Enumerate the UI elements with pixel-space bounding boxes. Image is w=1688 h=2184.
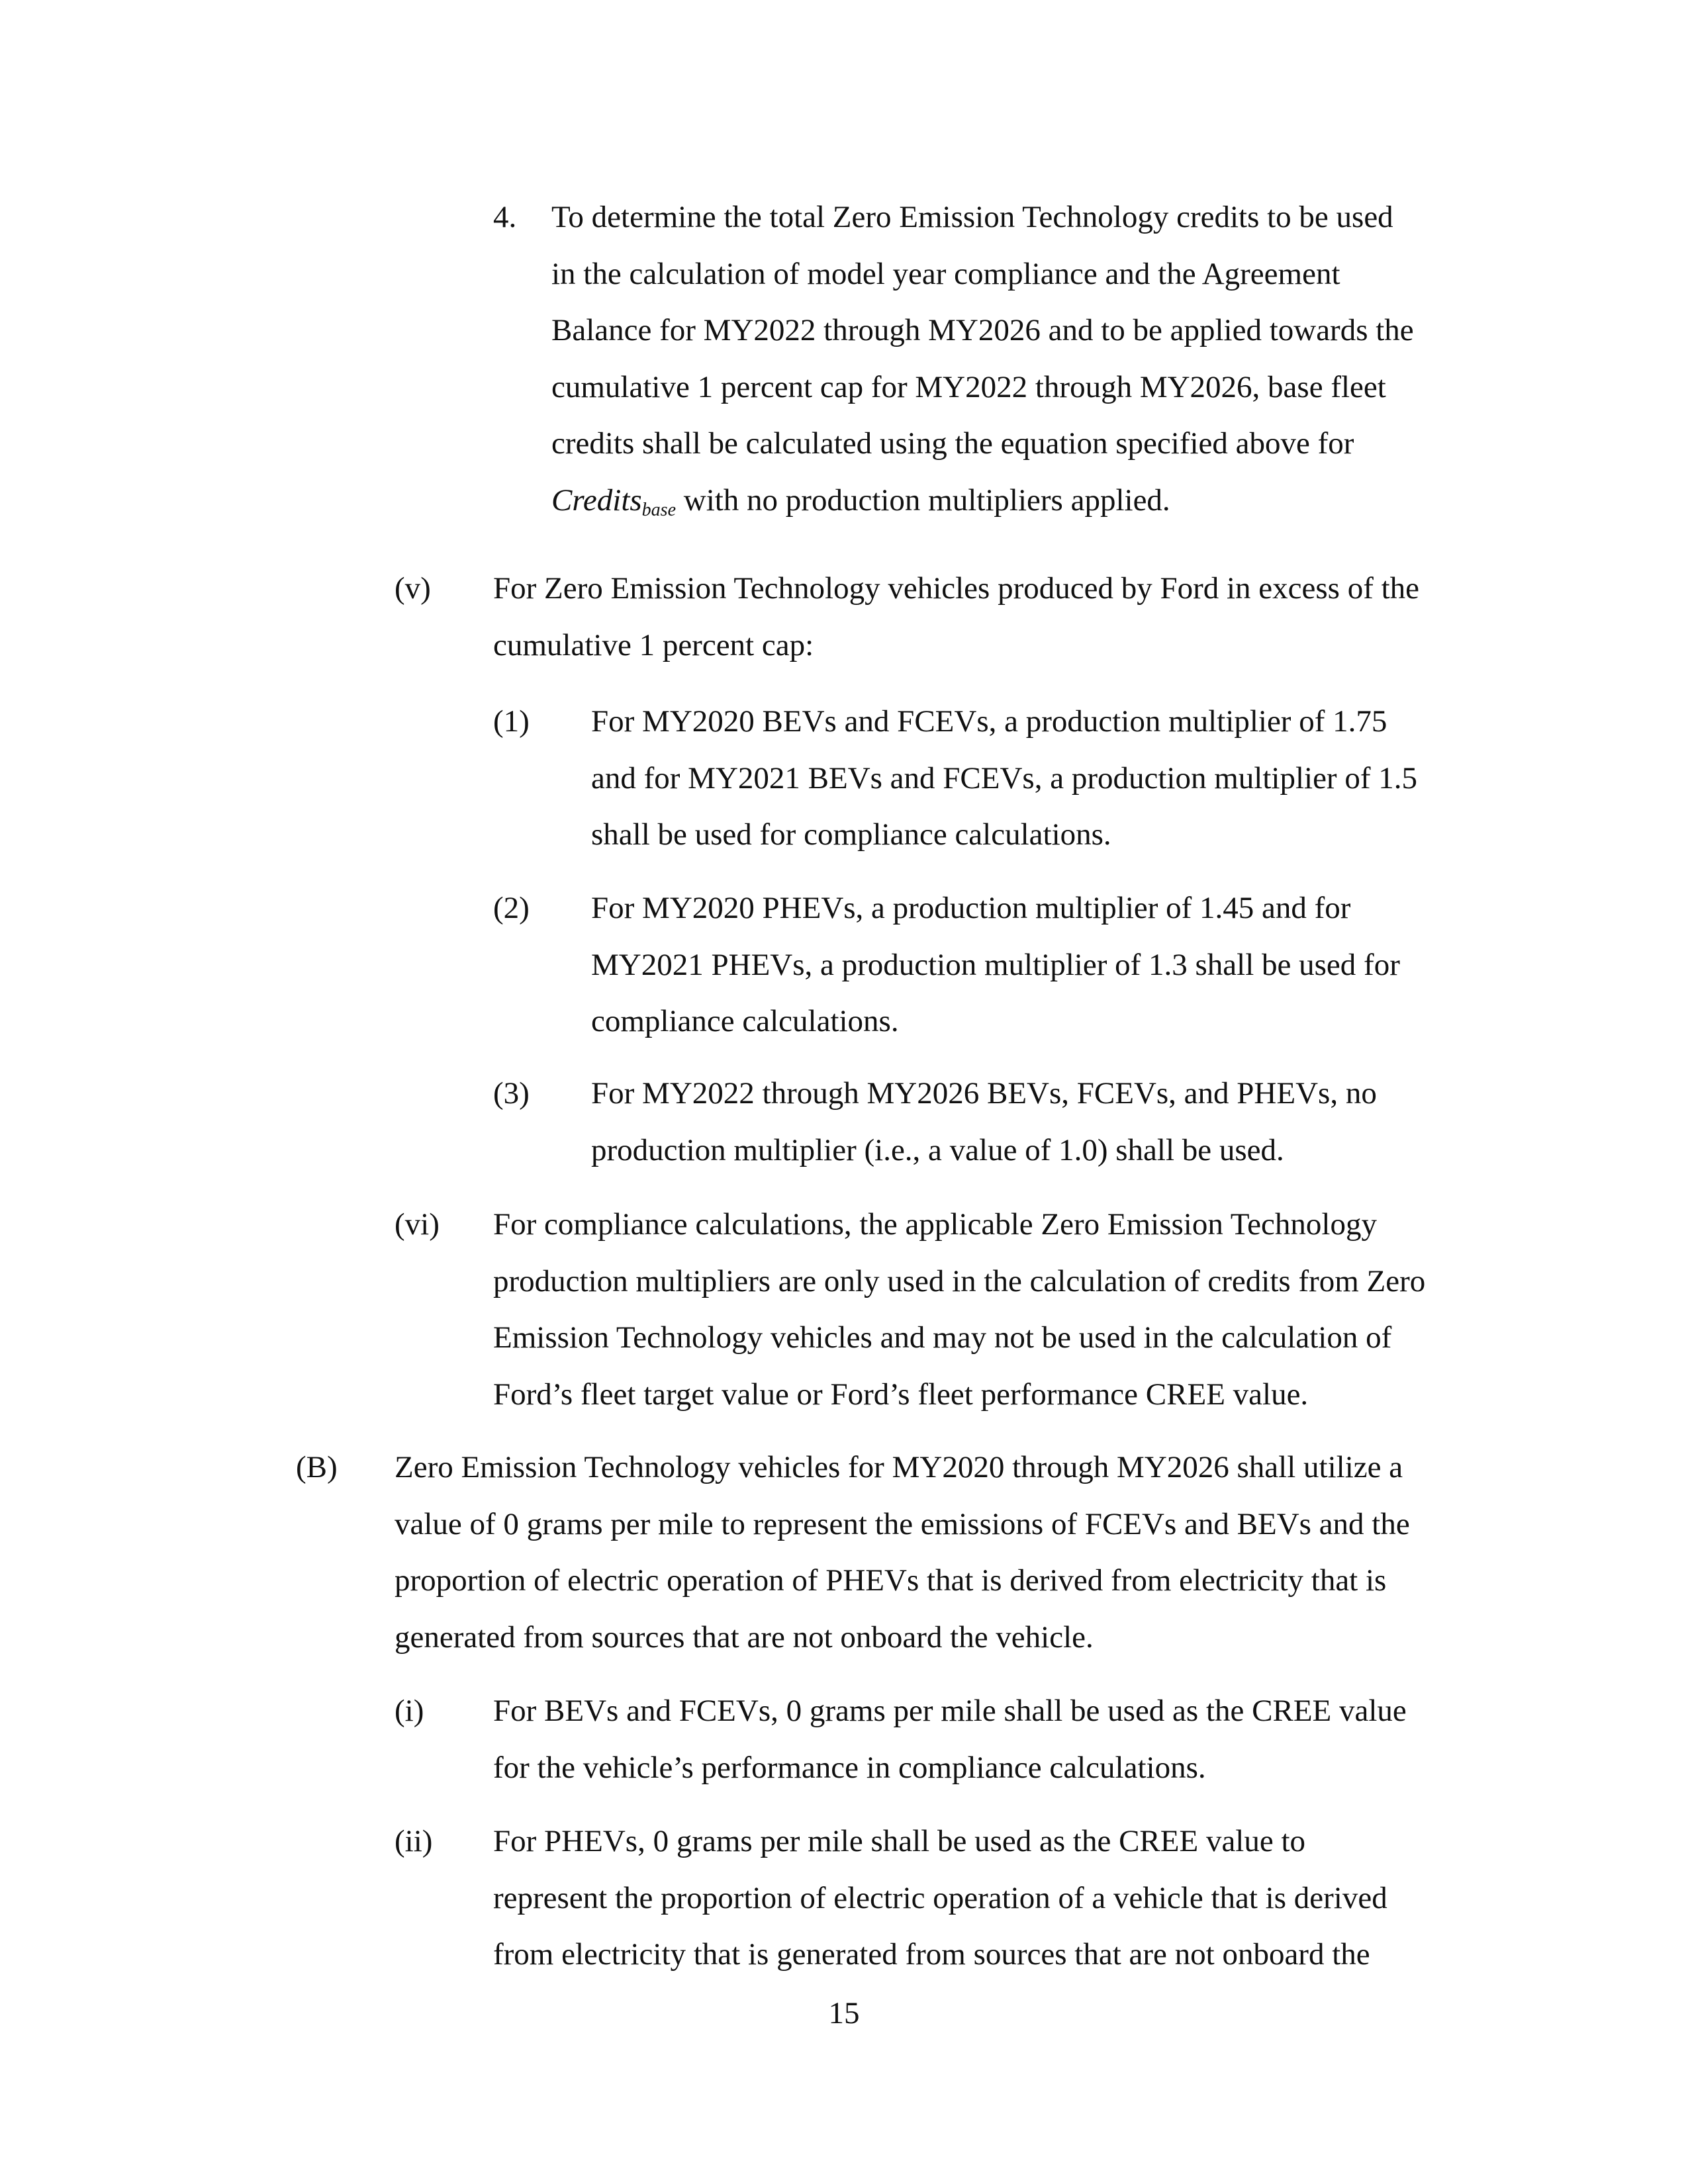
item-b-ii-line-1: For PHEVs, 0 grams per mile shall be used as the CREE value to [493, 1824, 1306, 1858]
item-4-marker: 4. [493, 200, 517, 234]
item-vi-line-3: Emission Technology vehicles and may not be used in the calculation of [493, 1320, 1392, 1355]
item-v-1-line-1: For MY2020 BEVs and FCEVs, a production multiplier of 1.75 [591, 704, 1387, 739]
item-b-i-text [493, 1683, 1407, 1796]
item-v-text [493, 561, 1419, 674]
item-b-text [395, 1439, 1410, 1666]
item-b-marker: (B) [296, 1450, 338, 1484]
item-b-ii-line-3: from electricity that is generated from sources that are not onboard the [493, 1937, 1370, 1972]
item-v-2-line-1: For MY2020 PHEVs, a production multiplier of 1.45 and for [591, 891, 1351, 925]
item-b-ii-text [493, 1813, 1387, 1983]
item-vi-text [493, 1197, 1425, 1423]
item-v-3-text [591, 1066, 1377, 1179]
item-v-line-1: For Zero Emission Technology vehicles produced by Ford in excess of the [493, 571, 1420, 606]
item-4-line-1: To determine the total Zero Emission Technology credits to be used [551, 200, 1393, 234]
item-v-marker: (v) [395, 571, 431, 606]
item-b-i-marker: (i) [395, 1694, 424, 1728]
credits-term: Credits [551, 482, 642, 518]
item-v-1-line-3: shall be used for compliance calculations. [591, 817, 1111, 852]
item-v-1-line-2: and for MY2021 BEVs and FCEVs, a production multiplier of 1.5 [591, 760, 1417, 796]
page-number: 15 [828, 1996, 860, 2030]
item-4-line-4: cumulative 1 percent cap for MY2022 through MY2026, base fleet [551, 369, 1386, 404]
item-4-line-5: credits shall be calculated using the equation specified above for [551, 426, 1354, 461]
item-4-line-6-rest: with no production multipliers applied. [676, 482, 1170, 518]
item-v-3-line-2: production multiplier (i.e., a value of 1.0) shall be used. [591, 1132, 1284, 1167]
item-b-line-3: proportion of electric operation of PHEVs that is derived from electricity that is [395, 1563, 1387, 1598]
item-b-line-2: value of 0 grams per mile to represent the emissions of FCEVs and BEVs and the [395, 1506, 1410, 1541]
item-v-3-marker: (3) [493, 1076, 530, 1111]
item-v-line-2: cumulative 1 percent cap: [493, 627, 814, 662]
item-4-line-3: Balance for MY2022 through MY2026 and to be applied towards the [551, 313, 1414, 347]
item-4-line-6 [551, 473, 1414, 533]
item-b-line-1: Zero Emission Technology vehicles for MY2020 through MY2026 shall utilize a [395, 1450, 1403, 1484]
item-b-i-line-2: for the vehicle’s performance in compliance calculations. [493, 1750, 1206, 1785]
item-vi-line-4: Ford’s fleet target value or Ford’s fleet performance CREE value. [493, 1377, 1309, 1412]
item-v-2-marker: (2) [493, 891, 530, 925]
item-v-2-text [591, 880, 1400, 1050]
item-v-1-text [591, 694, 1417, 864]
item-b-ii-line-2: represent the proportion of electric operation of a vehicle that is derived [493, 1880, 1387, 1915]
item-b-i-line-1: For BEVs and FCEVs, 0 grams per mile shall be used as the CREE value [493, 1694, 1407, 1728]
item-v-3-line-1: For MY2022 through MY2026 BEVs, FCEVs, and PHEVs, no [591, 1076, 1377, 1111]
item-4-line-2: in the calculation of model year compliance and the Agreement [551, 256, 1340, 291]
item-vi-marker: (vi) [395, 1207, 440, 1242]
item-4-text [551, 189, 1414, 533]
item-b-ii-marker: (ii) [395, 1824, 433, 1858]
credits-subscript: base [641, 499, 676, 520]
item-vi-line-1: For compliance calculations, the applicable Zero Emission Technology [493, 1207, 1377, 1242]
item-v-2-line-3: compliance calculations. [591, 1004, 899, 1038]
item-vi-line-2: production multipliers are only used in the calculation of credits from Zero [493, 1263, 1426, 1298]
item-v-1-marker: (1) [493, 704, 530, 739]
item-b-line-4: generated from sources that are not onboard the vehicle. [395, 1619, 1094, 1655]
item-v-2-line-2: MY2021 PHEVs, a production multiplier of 1.3 shall be used for [591, 947, 1400, 982]
